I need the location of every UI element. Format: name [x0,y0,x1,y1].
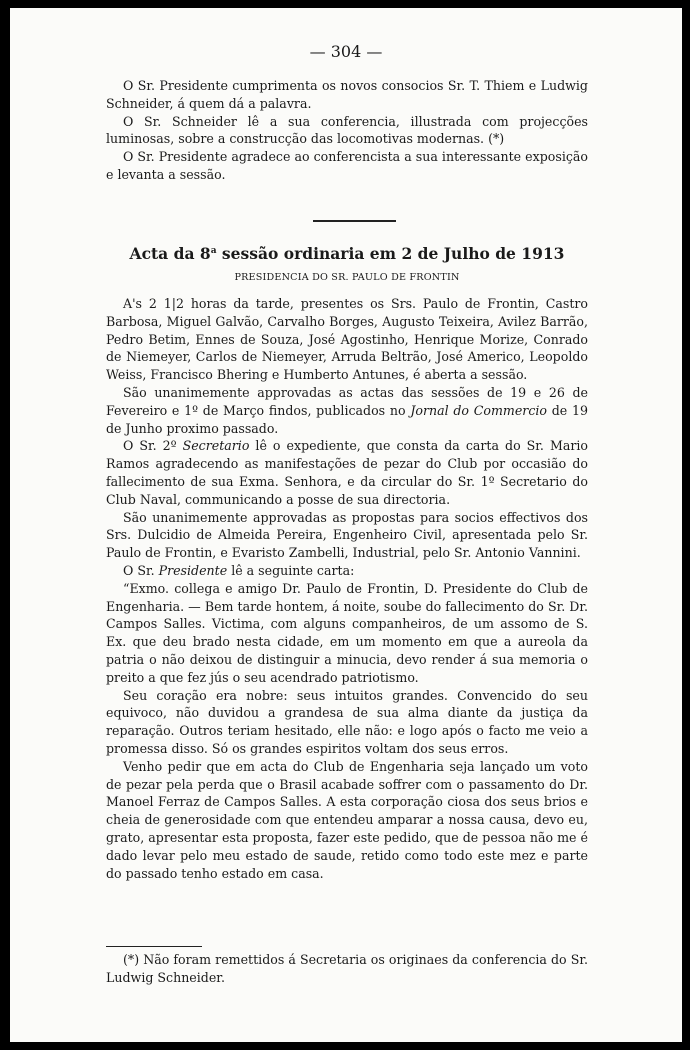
footnote [106,951,588,987]
section-subheading: PRESIDENCIA DO SR. PAULO DE FRONTIN [234,272,460,283]
minutes-body [106,295,588,882]
paragraph: São unanimemente approvadas as propostas para socios effectivos dos Srs. Dulcidio de Almeida Pereira, Engenheiro Civil, apresentada pelo Sr. Paulo de Frontin, e Evaristo Zambelli, Industrial, pelo Sr. Antonio Vannini. [106,509,588,561]
paragraph: O Sr. Presidente agradece ao conferencista a sua interessante exposição e levanta a sessão. [106,149,588,182]
letter-paragraph: Venho pedir que em acta do Club de Engenharia seja lançado um voto de pezar pela perda que o Brasil acabade soffrer com o passamento do Dr. Manoel Ferraz de Campos Salles. A esta corporação ciosa dos seus brios e cheia de generosidade com que entendeu amparar a nossa causa, devo eu, grato, apresentar esta proposta, fazer este pedido, que de pessoa não me é dado levar pelo meu estado de saude, retido como todo este mez e parte do passado tenho estado em casa. [106,758,588,881]
paragraph: São unanimemente approvadas as actas das sessões de 19 e 26 de Fevereiro e 1º de Março findos, publicados no Jornal do Commercio de 19 de Junho proximo passado. [106,384,589,436]
paragraph: O Sr. 2º Secretario lê o expediente, que consta da carta do Sr. Mario Ramos agradecendo as manifestações de pezar do Club por occasião do fallecimento de sua Exma. Senhora, e da circular do Sr. 1º Secretario do Club Naval, communicando a posse de sua directoria. [106,438,588,507]
section-divider [313,220,396,222]
page-number: — 304 — [309,42,383,61]
paragraph: O Sr. Schneider lê a sua conferencia, illustrada com projecções luminosas, sobre a construcção das locomotivas modernas. (*) [106,113,588,147]
footnote-divider [106,946,202,947]
previous-session-continuation [106,77,588,184]
paragraph: A's 2 1|2 horas da tarde, presentes os Srs. Paulo de Frontin, Castro Barbosa, Miguel Galvão, Carvalho Borges, Augusto Teixeira, Avilez Barrão, Pedro Betim, Ennes de Souza, José Agostinho, Henrique Morize, Conrado de Niemeyer, Carlos de Niemeyer, Arruda Beltrão, José Americo, Leopoldo Weiss, Francisco Bhering e Humberto Antunes, é aberta a sessão. [106,296,588,383]
paragraph: O Sr. Presidente lê a seguinte carta: [123,562,355,578]
letter-paragraph: Seu coração era nobre: seus intuitos grandes. Convencido do seu equivoco, não duvidou a grandesa de sua alma diante da justiça da reparação. Outros teriam hesitado, elle não: e logo após o facto me veio a promessa disso. Só os grandes espiritos voltam dos seus erros. [106,687,588,756]
paragraph: O Sr. Presidente cumprimenta os novos consocios Sr. T. Thiem e Ludwig Schneider, á quem dá a palavra. [106,78,588,111]
document-page [10,8,682,1042]
letter-paragraph: “Exmo. collega e amigo Dr. Paulo de Frontin, D. Presidente do Club de Engenharia. — Bem tarde hontem, á noite, soube do fallecimento do Sr. Dr. Campos Salles. Victima, com alguns companheiros, de um assomo de S. Ex. que deu brado nesta cidade, em um momento em que a aureola da patria o não deixou de distinguir a minucia, devo render á sua memoria o preito a que fez jús o seu acendrado patriotismo. [106,580,588,685]
section-heading: Acta da 8$^a$ sessão ordinaria em 2 de Julho de 1913 [129,244,565,263]
footnote-text: (*) Não foram remettidos á Secretaria os originaes da conferencia do Sr. Ludwig Schneider. [106,952,588,985]
